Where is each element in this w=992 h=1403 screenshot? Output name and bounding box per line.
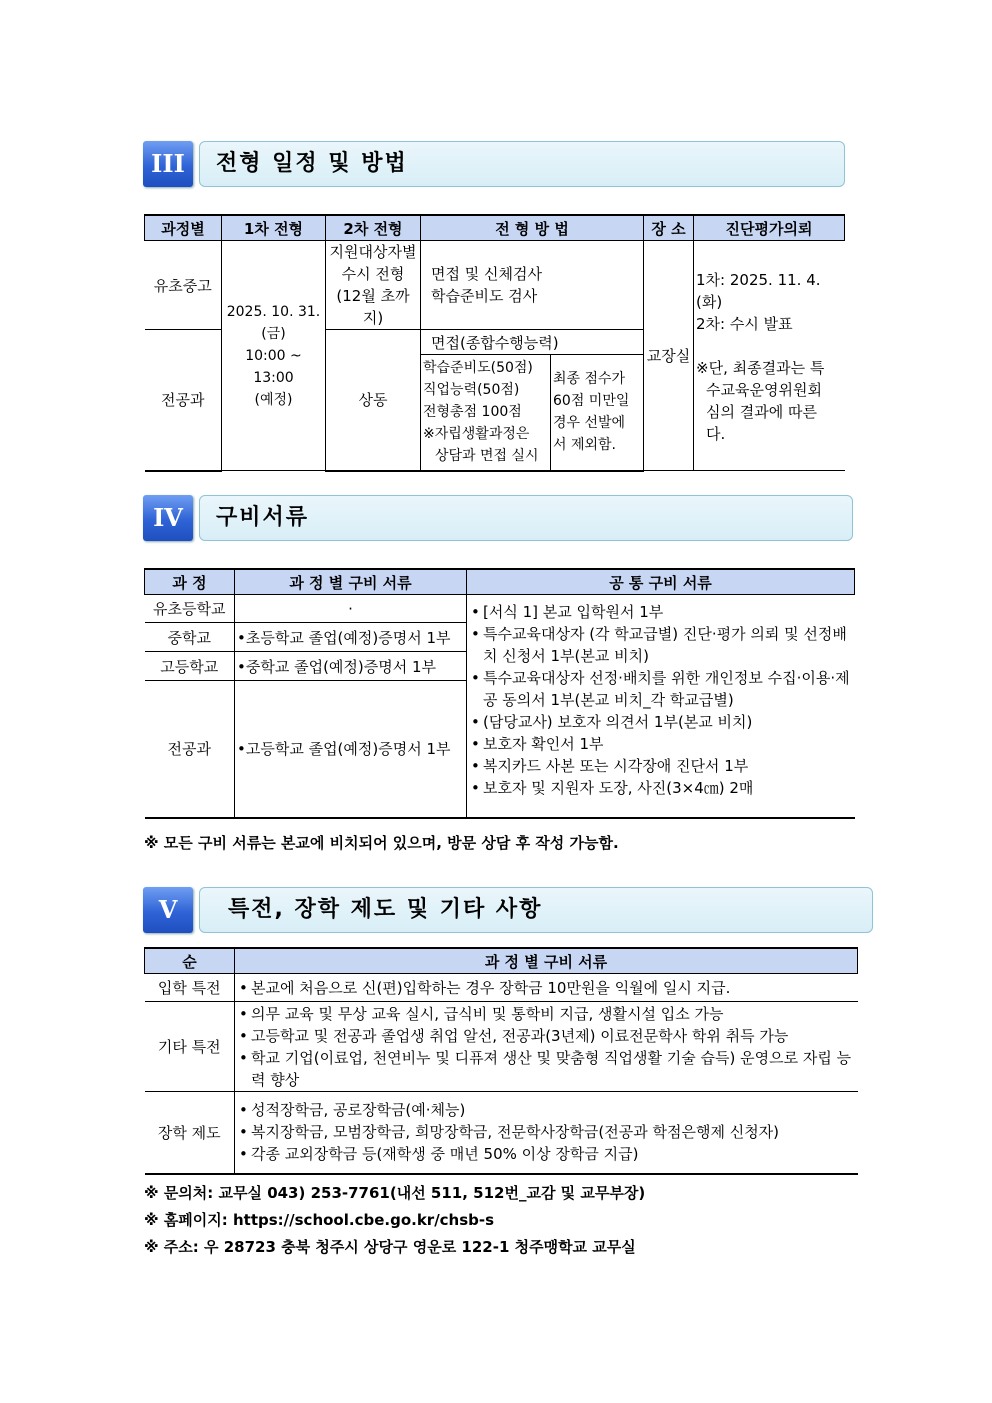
second-round-line: (12월 초까지) xyxy=(336,287,410,327)
docs-course: 전공과 xyxy=(145,681,235,818)
documents-note: ※ 모든 구비 서류는 본교에 비치되어 있으며, 방문 상담 후 작성 가능함. xyxy=(144,834,619,852)
benefit-label: 기타 특전 xyxy=(145,1002,235,1092)
place-cell: 교장실 xyxy=(644,241,694,471)
homepage-line[interactable]: ※ 홈페이지: https://school.cbe.go.kr/chsb-s xyxy=(144,1211,495,1229)
score-line: ※자립생활과정은 xyxy=(423,426,530,443)
benefit-content xyxy=(235,974,858,1002)
header-method: 전 형 방 법 xyxy=(421,215,644,241)
docs-header-course: 과 정 xyxy=(145,569,235,595)
address-line: ※ 주소: 우 28723 충북 청주시 상당구 영운로 122-1 청주맹학교 교무실 xyxy=(144,1238,636,1256)
section5-title: 특전, 장학 제도 및 기타 사항 xyxy=(199,887,873,933)
header-eval: 진단평가의뢰 xyxy=(694,215,845,241)
benefit-item: • 고등학교 및 전공과 졸업생 취업 알선, 전공과(3년제) 이료전문학사 학위 취득 가능 xyxy=(237,1025,856,1047)
docs-specific: •초등학교 졸업(예정)증명서 1부 xyxy=(235,623,467,652)
score-line: 학습준비도(50점) xyxy=(423,360,533,377)
benefit-content xyxy=(235,1092,858,1174)
second-round-line: 수시 전형 xyxy=(341,265,405,283)
method-line: 면접 및 신체검사 xyxy=(431,265,542,283)
header-second-round: 2차 전형 xyxy=(326,215,421,241)
benefit-content xyxy=(235,1002,858,1092)
docs-specific: •고등학교 졸업(예정)증명서 1부 xyxy=(235,681,467,818)
course-k12: 유초중고 xyxy=(145,241,222,330)
first-round-date: 2025. 10. 31. (금) xyxy=(226,303,321,342)
docs-header-common: 공 통 구비 서류 xyxy=(467,569,855,595)
benefit-item: • 의무 교육 및 무상 교육 실시, 급식비 및 통학비 지급, 생활시설 입소 가능 xyxy=(237,1003,856,1025)
docs-common-cell xyxy=(467,595,855,818)
section3-title: 전형 일정 및 방법 xyxy=(199,141,845,187)
docs-course: 유초등학교 xyxy=(145,595,235,623)
header-place: 장 소 xyxy=(644,215,694,241)
section3-number: III xyxy=(143,141,193,187)
common-doc-item: • 보호자 및 지원자 도장, 사진(3×4㎝) 2매 xyxy=(469,777,853,799)
documents-table xyxy=(144,568,855,819)
eval-line: 2차: 수시 발표 xyxy=(696,315,793,333)
benefits-header-content: 과 정 별 구비 서류 xyxy=(235,948,858,974)
benefits-table xyxy=(144,947,858,1175)
header-first-round: 1차 전형 xyxy=(222,215,326,241)
docs-course: 중학교 xyxy=(145,623,235,652)
method-k12 xyxy=(421,241,644,330)
benefits-header-order: 순 xyxy=(145,948,235,974)
cutoff-line: 60점 미만일 xyxy=(553,393,630,410)
section5-header xyxy=(143,887,861,935)
eval-note-line: ※단, 최종결과는 특 xyxy=(696,359,825,377)
course-major: 전공과 xyxy=(145,330,222,471)
second-round-line: 지원대상자별 xyxy=(329,243,417,261)
benefit-item: • 각종 교외장학금 등(재학생 중 매년 50% 이상 장학금 지급) xyxy=(237,1143,856,1165)
contact-line: ※ 문의처: 교무실 043) 253-7761(내선 511, 512번_교감 및 교무부장) xyxy=(144,1184,646,1202)
section4-number: IV xyxy=(143,495,193,541)
common-doc-item: • (담당교사) 보호자 의견서 1부(본교 비치) xyxy=(469,711,853,733)
common-doc-item: • 복지카드 사본 또는 시각장애 진단서 1부 xyxy=(469,755,853,777)
method-major-cutoff xyxy=(551,355,644,471)
second-round-major: 상동 xyxy=(326,330,421,471)
common-doc-item: • 보호자 확인서 1부 xyxy=(469,733,853,755)
cutoff-line: 서 제외함. xyxy=(553,437,616,454)
benefit-item: • 성적장학금, 공로장학금(예·체능) xyxy=(237,1099,856,1121)
score-line: 직업능력(50점) xyxy=(423,382,520,399)
score-line: 상담과 면접 실시 xyxy=(435,448,539,465)
section5-number: V xyxy=(143,887,193,933)
docs-specific: •중학교 졸업(예정)증명서 1부 xyxy=(235,652,467,681)
eval-cell xyxy=(694,241,845,471)
benefit-label: 입학 특전 xyxy=(145,974,235,1002)
section4-title: 구비서류 xyxy=(199,495,853,541)
eval-note-line: 심의 결과에 따른 xyxy=(706,403,817,421)
method-major-head: 면접(종합수행능력) xyxy=(421,330,644,355)
common-doc-item: • [서식 1] 본교 입학원서 1부 xyxy=(469,601,853,623)
common-doc-item: • 특수교육대상자 선정·배치를 위한 개인정보 수집·이용·제공 동의서 1부(본교 비치_각 학교급별) xyxy=(469,667,853,711)
first-round-note: (예정) xyxy=(254,391,293,408)
method-major-scores xyxy=(421,355,551,471)
docs-header-specific: 과 정 별 구비 서류 xyxy=(235,569,467,595)
eval-note-line: 수교육운영위원회 xyxy=(706,381,822,399)
docs-specific: · xyxy=(235,595,467,623)
eval-line: 1차: 2025. 11. 4. (화) xyxy=(696,271,821,311)
header-course: 과정별 xyxy=(145,215,222,241)
section3-header xyxy=(143,141,845,189)
second-round-k12 xyxy=(326,241,421,330)
docs-course: 고등학교 xyxy=(145,652,235,681)
cutoff-line: 경우 선발에 xyxy=(553,415,626,432)
benefit-item: • 본교에 처음으로 신(편)입학하는 경우 장학금 10만원을 익월에 일시 지급. xyxy=(237,977,856,999)
benefit-item: • 복지장학금, 모범장학금, 희망장학금, 전문학사장학금(전공과 학점은행제 신청자) xyxy=(237,1121,856,1143)
benefit-item: • 학교 기업(이료업, 천연비누 및 디퓨져 생산 및 맞춤형 직업생활 기술 습득) 운영으로 자립 능력 향상 xyxy=(237,1047,856,1091)
benefit-label: 장학 제도 xyxy=(145,1092,235,1174)
score-line: 전형총점 100점 xyxy=(423,404,522,421)
first-round-time: 10:00 ~ 13:00 xyxy=(245,347,302,386)
first-round-cell xyxy=(222,241,326,471)
section4-header xyxy=(143,495,853,543)
cutoff-line: 최종 점수가 xyxy=(553,371,626,388)
eval-note-line: 다. xyxy=(706,425,726,443)
common-doc-item: • 특수교육대상자 (각 학교급별) 진단·평가 의뢰 및 선정배치 신청서 1부(본교 비치) xyxy=(469,623,853,667)
method-line: 학습준비도 검사 xyxy=(431,287,538,305)
schedule-table xyxy=(144,214,845,472)
